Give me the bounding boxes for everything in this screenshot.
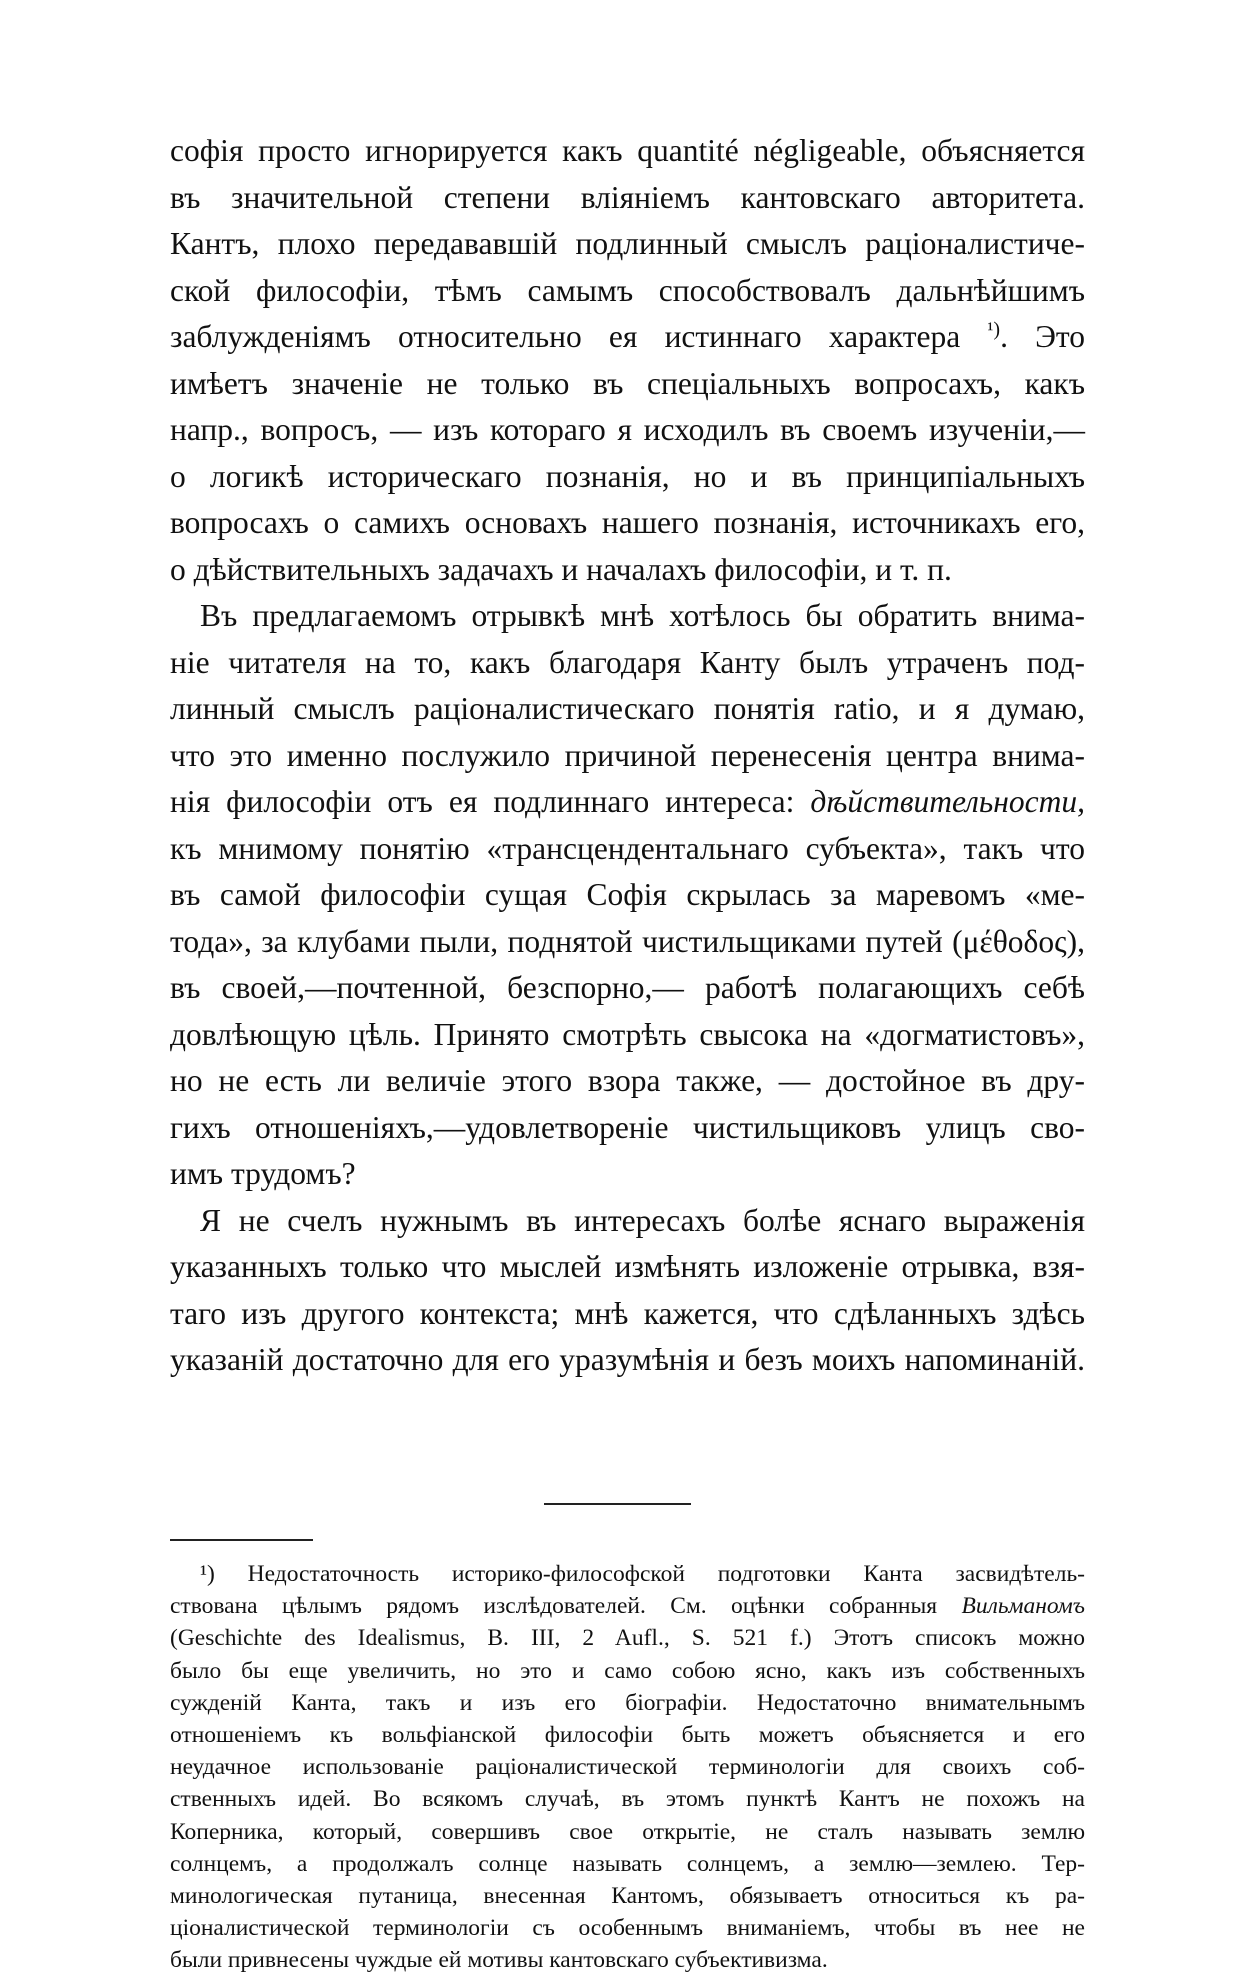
- text-line: указаній достаточно для его уразумѣнія и безъ моихъ напоминаній.: [170, 1342, 1085, 1377]
- footnote-line: было бы еще увеличить, но это и само собою ясно, какъ изъ собственныхъ: [170, 1657, 1085, 1684]
- footnote: [170, 1558, 1085, 1977]
- footnote-line: ціоналистической терминологіи съ особеннымъ вниманіемъ, чтобы въ нее не: [170, 1915, 1085, 1942]
- section-separator: [544, 1503, 691, 1505]
- footnote-marker: ¹): [200, 1561, 215, 1587]
- footnote-marker[interactable]: ¹): [987, 318, 1001, 341]
- text-line: линный смыслъ раціоналистическаго понятія ratio, и я думаю,: [170, 691, 1085, 726]
- text-line: въ самой философіи сущая Софія скрылась за маревомъ «ме-: [170, 877, 1085, 912]
- text-line: но не есть ли величіе этого взора также, — достойное въ дру-: [170, 1063, 1085, 1098]
- text-line: вопросахъ о самихъ основахъ нашего познанія, источникахъ его,: [170, 505, 1085, 540]
- footnote-line: солнцемъ, а продолжалъ солнце называть солнцемъ, а землю—землею. Тер-: [170, 1850, 1085, 1877]
- main-text: [170, 128, 1085, 1384]
- footnote-line: Коперника, который, совершивъ свое открытіе, не сталъ называть землю: [170, 1818, 1085, 1845]
- text-line: о дѣйствительныхъ задачахъ и началахъ философіи, и т. п.: [170, 551, 952, 587]
- footnote-line: ственныхъ идей. Во всякомъ случаѣ, въ этомъ пунктѣ Кантъ не похожъ на: [170, 1786, 1085, 1813]
- text-line: что это именно послужило причиной перенесенія центра внима-: [170, 737, 1085, 773]
- footnote-line: [170, 1590, 1085, 1622]
- text-segment: Недостаточность историко-философской подготовки Канта засвидѣтель-: [247, 1561, 1085, 1587]
- footnote-line: отношеніемъ къ вольфіанской философіи быть можетъ объясняется и его: [170, 1722, 1085, 1749]
- text-line: въ значительной степени вліяніемъ кантовскаго авторитета.: [170, 179, 1085, 215]
- text-segment: нія философіи отъ ея подлиннаго интереса:: [170, 784, 795, 819]
- text-segment: Это: [1035, 319, 1086, 354]
- footnote-line: минологическая путаница, внесенная Кантомъ, обязываетъ относиться къ ра-: [170, 1883, 1085, 1910]
- text-line: софія просто игнорируется какъ quantité négligeable, объясняется: [170, 133, 1085, 168]
- text-line: къ мнимому понятію «трансцендентальнаго субъекта», такъ что: [170, 830, 1085, 866]
- text-line: ской философіи, тѣмъ самымъ способствовалъ дальнѣйшимъ: [170, 272, 1085, 308]
- text-line: ніе читателя на то, какъ благодаря Канту былъ утраченъ под-: [170, 644, 1085, 680]
- italic-emphasis: дѣйствительности,: [810, 784, 1085, 819]
- text-segment: заблужденіямъ относительно ея истиннаго характера: [170, 319, 961, 354]
- text-line: Въ предлагаемомъ отрывкѣ мнѣ хотѣлось бы обратить внима-: [200, 598, 1085, 633]
- text-line: таго изъ другого контекста; мнѣ кажется, что сдѣланныхъ здѣсь: [170, 1295, 1085, 1331]
- footnote-line: (Geschichte des Idealismus, B. III, 2 Aufl., S. 521 f.) Этотъ списокъ можно: [170, 1625, 1085, 1652]
- text-line: указанныхъ только что мыслей измѣнять изложеніе отрывка, взя-: [170, 1249, 1085, 1284]
- text-line: тода», за клубами пыли, поднятой чистильщиками путей (μέθοδος),: [170, 923, 1085, 959]
- text-line: о логикѣ историческаго познанія, но и въ принципіальныхъ: [170, 458, 1085, 494]
- footnote-line: неудачное использованіе раціоналистической терминологіи для своихъ соб-: [170, 1754, 1085, 1781]
- text-line: довлѣющую цѣль. Принято смотрѣть свысока на «догматистовъ»,: [170, 1016, 1085, 1052]
- text-line: въ своей,—почтенной, безспорно,— работѣ полагающихъ себѣ: [170, 970, 1085, 1005]
- footnote-line: [170, 1558, 1085, 1590]
- footnote-line: сужденій Канта, такъ и изъ его біографіи. Недостаточно внимательнымъ: [170, 1689, 1085, 1716]
- paragraph-1: [170, 128, 1085, 593]
- footnote-rule: [170, 1539, 313, 1541]
- text-line: имъ трудомъ?: [170, 1156, 356, 1191]
- paragraph-3: [170, 1198, 1085, 1384]
- italic-emphasis: Вильманомъ: [961, 1593, 1085, 1620]
- page: [170, 128, 1086, 1974]
- text-line: Я не счелъ нужнымъ въ интересахъ болѣе яснаго выраженія: [200, 1202, 1085, 1238]
- text-line: гихъ отношеніяхъ,—удовлетвореніе чистильщиковъ улицъ сво-: [170, 1109, 1085, 1145]
- paragraph-2: [140, 593, 1085, 1198]
- text-line: Кантъ, плохо передававшій подлинный смыслъ раціоналистиче-: [170, 226, 1085, 261]
- text-line: имѣетъ значеніе не только въ спеціальныхъ вопросахъ, какъ: [170, 365, 1085, 401]
- footnote-line: были привнесены чуждые ей мотивы кантовскаго субъективизма.: [170, 1947, 828, 1974]
- text-line-with-italic: [170, 779, 1085, 826]
- text-line: напр., вопросъ, — изъ котораго я исходилъ въ своемъ изученіи,—: [170, 412, 1085, 447]
- text-line-with-footnote: заблужденіямъ относительно ея истиннаго характера $^{^1)}$. Это: [170, 318, 1086, 354]
- text-segment: ствована цѣлымъ рядомъ изслѣдователей. См. оцѣнки собранныя: [170, 1593, 938, 1620]
